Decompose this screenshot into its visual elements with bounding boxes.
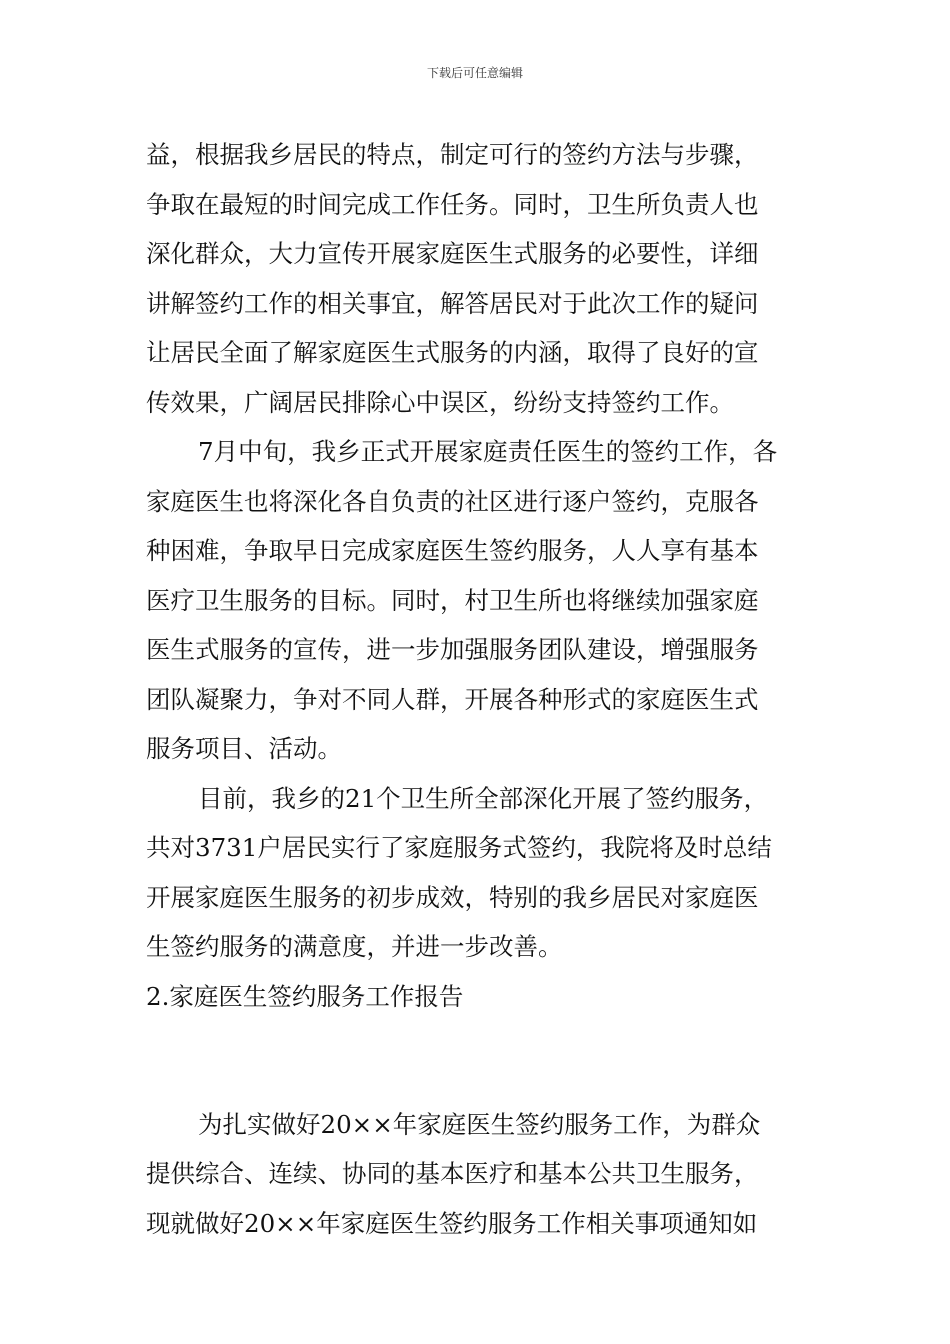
- text-line: 让居民全面了解家庭医生式服务的内涵，取得了良好的宣: [146, 338, 759, 367]
- text-line: 医生式服务的宣传，进一步加强服务团队建设，增强服务: [146, 635, 759, 664]
- text-line: 传效果，广阔居民排除心中误区，纷纷支持签约工作。: [146, 387, 734, 417]
- text-line: 服务项目、活动。: [146, 734, 342, 763]
- text-line: 提供综合、连续、协同的基本医疗和基本公共卫生服务，: [146, 1159, 759, 1188]
- text-line: 团队凝聚力，争对不同人群，开展各种形式的家庭医生式: [146, 684, 759, 714]
- page-header: 下载后可任意编辑: [426, 66, 523, 80]
- text-line: 7月中旬，我乡正式开展家庭责任医生的签约工作，各: [198, 437, 778, 466]
- text-line: 争取在最短的时间完成工作任务。同时，卫生所负责人也: [146, 189, 759, 219]
- text-line: 讲解签约工作的相关事宜，解答居民对于此次工作的疑问: [146, 288, 759, 318]
- text-line: 目前，我乡的21个卫生所全部深化开展了签约服务，: [198, 783, 769, 813]
- text-line: 生签约服务的满意度，并进一步改善。: [146, 932, 563, 961]
- document-body: [146, 130, 810, 1248]
- paragraph-1: [146, 130, 810, 427]
- text-line: 家庭医生也将深化各自负责的社区进行逐户签约，克服各: [146, 486, 759, 516]
- text-line: 开展家庭医生服务的初步成效，特别的我乡居民对家庭医: [146, 882, 759, 912]
- paragraph-3: [146, 774, 810, 972]
- text-line: 种困难，争取早日完成家庭医生签约服务，人人享有基本: [146, 536, 759, 565]
- text-line: 益，根据我乡居民的特点，制定可行的签约方法与步骤，: [146, 140, 759, 169]
- text-line: 医疗卫生服务的目标。同时，村卫生所也将继续加强家庭: [146, 585, 759, 615]
- blank-line: [146, 1021, 810, 1071]
- text-line: 现就做好20××年家庭医生签约服务工作相关事项通知如: [146, 1208, 758, 1238]
- blank-space: [146, 1071, 810, 1100]
- paragraph-4: [146, 1100, 810, 1249]
- paragraph-2: [146, 427, 810, 774]
- text-line: 为扎实做好20××年家庭医生签约服务工作，为群众: [198, 1109, 761, 1139]
- section-heading: 2.家庭医生签约服务工作报告: [146, 981, 464, 1011]
- text-line: 共对3731户居民实行了家庭服务式签约，我院将及时总结: [146, 833, 772, 862]
- text-line: 深化群众，大力宣传开展家庭医生式服务的必要性，详细: [146, 239, 759, 268]
